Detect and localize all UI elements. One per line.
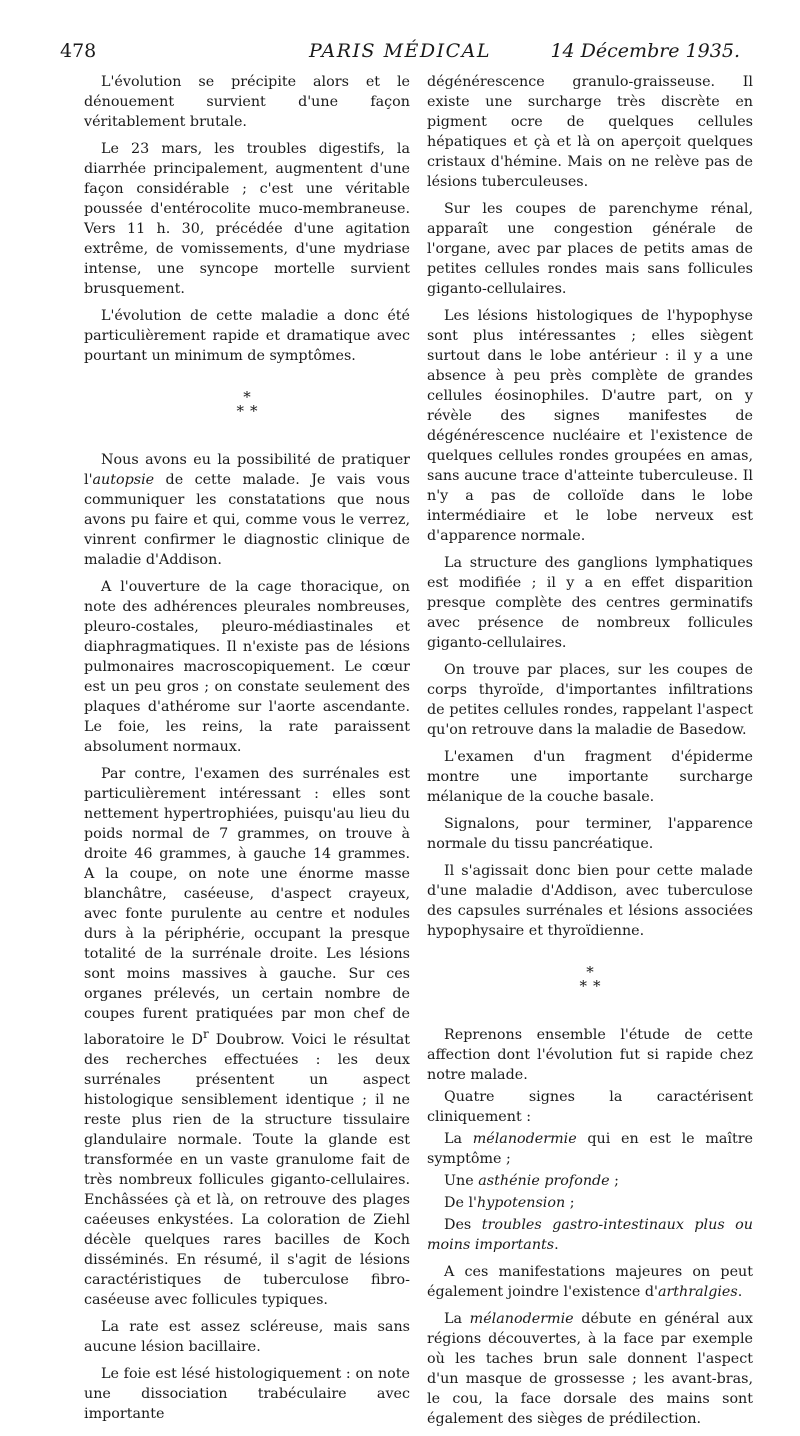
paragraph: La structure des ganglions lymphatiques est modifiée ; il y a en effet disparition presque complète des centres germinatifs avec présence de nombreux follicules giganto-cellulaires. (427, 555, 753, 651)
sign-item: De l'hypotension ; (444, 1195, 575, 1211)
sign-item: Des troubles gastro-intestinaux plus ou moins importants. (427, 1217, 753, 1253)
paragraph: La rate est assez scléreuse, mais sans aucune lésion bacillaire. (84, 1318, 410, 1355)
paragraph: L'évolution se précipite alors et le dénouement survient d'une façon véritablement brutale. (84, 74, 410, 130)
emphasis: mélanodermie (472, 1131, 577, 1147)
paragraph: A l'ouverture de la cage thoracique, on note des adhérences pleurales nombreuses, pleuro-costales, pleuro-médiastinales et diaphragmatiques. Il n'existe pas de lésions pulmonaires macroscopiquement. Le cœur est un peu gros ; on constate seulement des plaques d'athérome sur l'aorte ascendante. Le foie, les reins, la rate paraissent absolument normaux. (84, 579, 410, 755)
paragraph: L'évolution de cette maladie a donc été particulièrement rapide et dramatique avec pourtant un minimum de symptômes. (84, 308, 410, 364)
paragraph: Il s'agissait donc bien pour cette malade d'une maladie d'Addison, avec tuberculose des capsules surrénales et lésions associées hypophysaire et thyroïdienne. (427, 863, 753, 939)
page-number: 478 (60, 40, 97, 62)
paragraph: Sur les coupes de parenchyme rénal, apparaît une congestion générale de l'organe, avec par places de petits amas de petites cellules rondes mais sans follicules giganto-cellulaires. (427, 201, 753, 297)
paragraph: On trouve par places, sur les coupes de corps thyroïde, d'importantes infiltrations de petites cellules rondes, rappelant l'aspect qu'on retrouve dans la maladie de Basedow. (427, 662, 753, 738)
paragraph: Les lésions histologiques de l'hypophyse sont plus intéressantes ; elles siègent surtout dans le lobe antérieur : il y a une absence à peu près complète de grandes cellules éosinophiles. D'autre part, on y révèle des signes manifestes de dégénérescence nucléaire et l'existence de quelques cellules rondes groupées en amas, sans aucune trace d'atteinte tuberculeuse. Il n'y a pas de colloïde dans le lobe intermédiaire et le lobe nerveux est d'apparence normale. (427, 308, 753, 544)
emphasis: mélanodermie (469, 1311, 574, 1327)
paragraph: L'examen d'un fragment d'épiderme montre une importante surcharge mélanique de la couche basale. (427, 749, 753, 805)
left-column (84, 72, 410, 1431)
paragraph: Le 23 mars, les troubles digestifs, la diarrhée principalement, augmentent d'une façon considérable ; c'est une véritable poussée d'entérocolite muco-membraneuse. Vers 11 h. 30, précédée d'une agitation extrême, de vomissements, d'une mydriase intense, une syncope mortelle survient brusquement. (84, 141, 410, 297)
running-header (60, 40, 740, 68)
paragraph: Le foie est lésé histologiquement : on note une dissociation trabéculaire avec importante (84, 1365, 410, 1422)
paragraph-surrenales: Par contre, l'examen des surrénales est particulièrement intéressant : elles sont nettement hypertrophiées, puisqu'au lieu du poids normal de 7 grammes, on trouve à droite 46 grammes, à gauche 14 grammes. A la coupe, on note une énorme masse blanchâtre, caséeuse, d'aspect crayeux, avec fonte purulente au centre et nodules durs à la périphérie, occupant la presque totalité de la surrénale droite. Les lésions sont moins massives à gauche. Sur ces organes prélevés, un certain nombre de coupes furent pratiquées par mon chef de laboratoire le $D^r$ Doubrow. Voici le résultat des recherches effectuées : les deux surrénales présentent un aspect histologique sensiblement identique ; il ne reste plus rien de la structure tissulaire glandulaire normale. Toute la glande est transformée en un vaste granulome fait de très nombreux follicules giganto-cellulaires. Enchâssées çà et là, on retrouve des plages caéeuses enkystées. La coloration de Ziehl décèle quelques rares bacilles de Koch disséminés. En résumé, il s'agit de lésions caractéristiques de tuberculose fibro-caséeuse avec follicules typiques. (84, 766, 410, 1308)
emphasis: troubles gastro-intestinaux plus ou moins importants (427, 1217, 753, 1253)
paragraph-melanodermie: La mélanodermie débute en général aux régions découvertes, à la face par exemple où les taches brun sale donnent l'aspect d'un masque de grossesse ; les avant-bras, le cou, la face dorsale des mains sont également des sièges de prédilection. (427, 1311, 753, 1427)
sign-item: Une asthénie profonde ; (444, 1173, 620, 1189)
paragraph: Quatre signes la caractérisent cliniquement : (427, 1089, 753, 1125)
asterism-bottom: ** (579, 977, 607, 995)
paragraph: Signalons, pour terminer, l'apparence normale du tissu pancréatique. (427, 816, 753, 852)
issue-date: 14 Décembre 1935. (550, 40, 740, 62)
paragraph-arthralgies: A ces manifestations majeures on peut également joindre l'existence d'arthralgies. (427, 1264, 753, 1300)
section-separator (84, 390, 410, 422)
emphasis: hypotension (476, 1195, 566, 1211)
journal-title: PARIS MÉDICAL (308, 40, 492, 62)
sign-item: La mélanodermie qui en est le maître symptôme ; (427, 1131, 754, 1167)
emphasis: asthénie profonde (478, 1173, 610, 1189)
emphasis: autopsie (92, 472, 155, 488)
asterism-bottom: ** (236, 402, 264, 420)
asterism-top: * (586, 963, 594, 981)
right-column (427, 72, 753, 1436)
emphasis: arthralgies (657, 1284, 738, 1300)
paragraph: dégénérescence granulo-graisseuse. Il existe une surcharge très discrète en pigment ocre de quelques cellules hépatiques et çà et là on aperçoit quelques cristaux d'hémine. Mais on ne relève pas de lésions tuberculeuses. (427, 74, 753, 190)
superscript: r (202, 1027, 209, 1041)
paragraph: Reprenons ensemble l'étude de cette affection dont l'évolution fut si rapide chez notre malade. (427, 1027, 753, 1083)
section-separator (427, 965, 753, 997)
asterism-top: * (243, 388, 251, 406)
paragraph-autopsie: Nous avons eu la possibilité de pratiquer l'autopsie de cette malade. Je vais vous communiquer les constatations que nous avons pu faire et qui, comme vous le verrez, vinrent confirmer le diagnostic clinique de maladie d'Addison. (84, 452, 410, 568)
